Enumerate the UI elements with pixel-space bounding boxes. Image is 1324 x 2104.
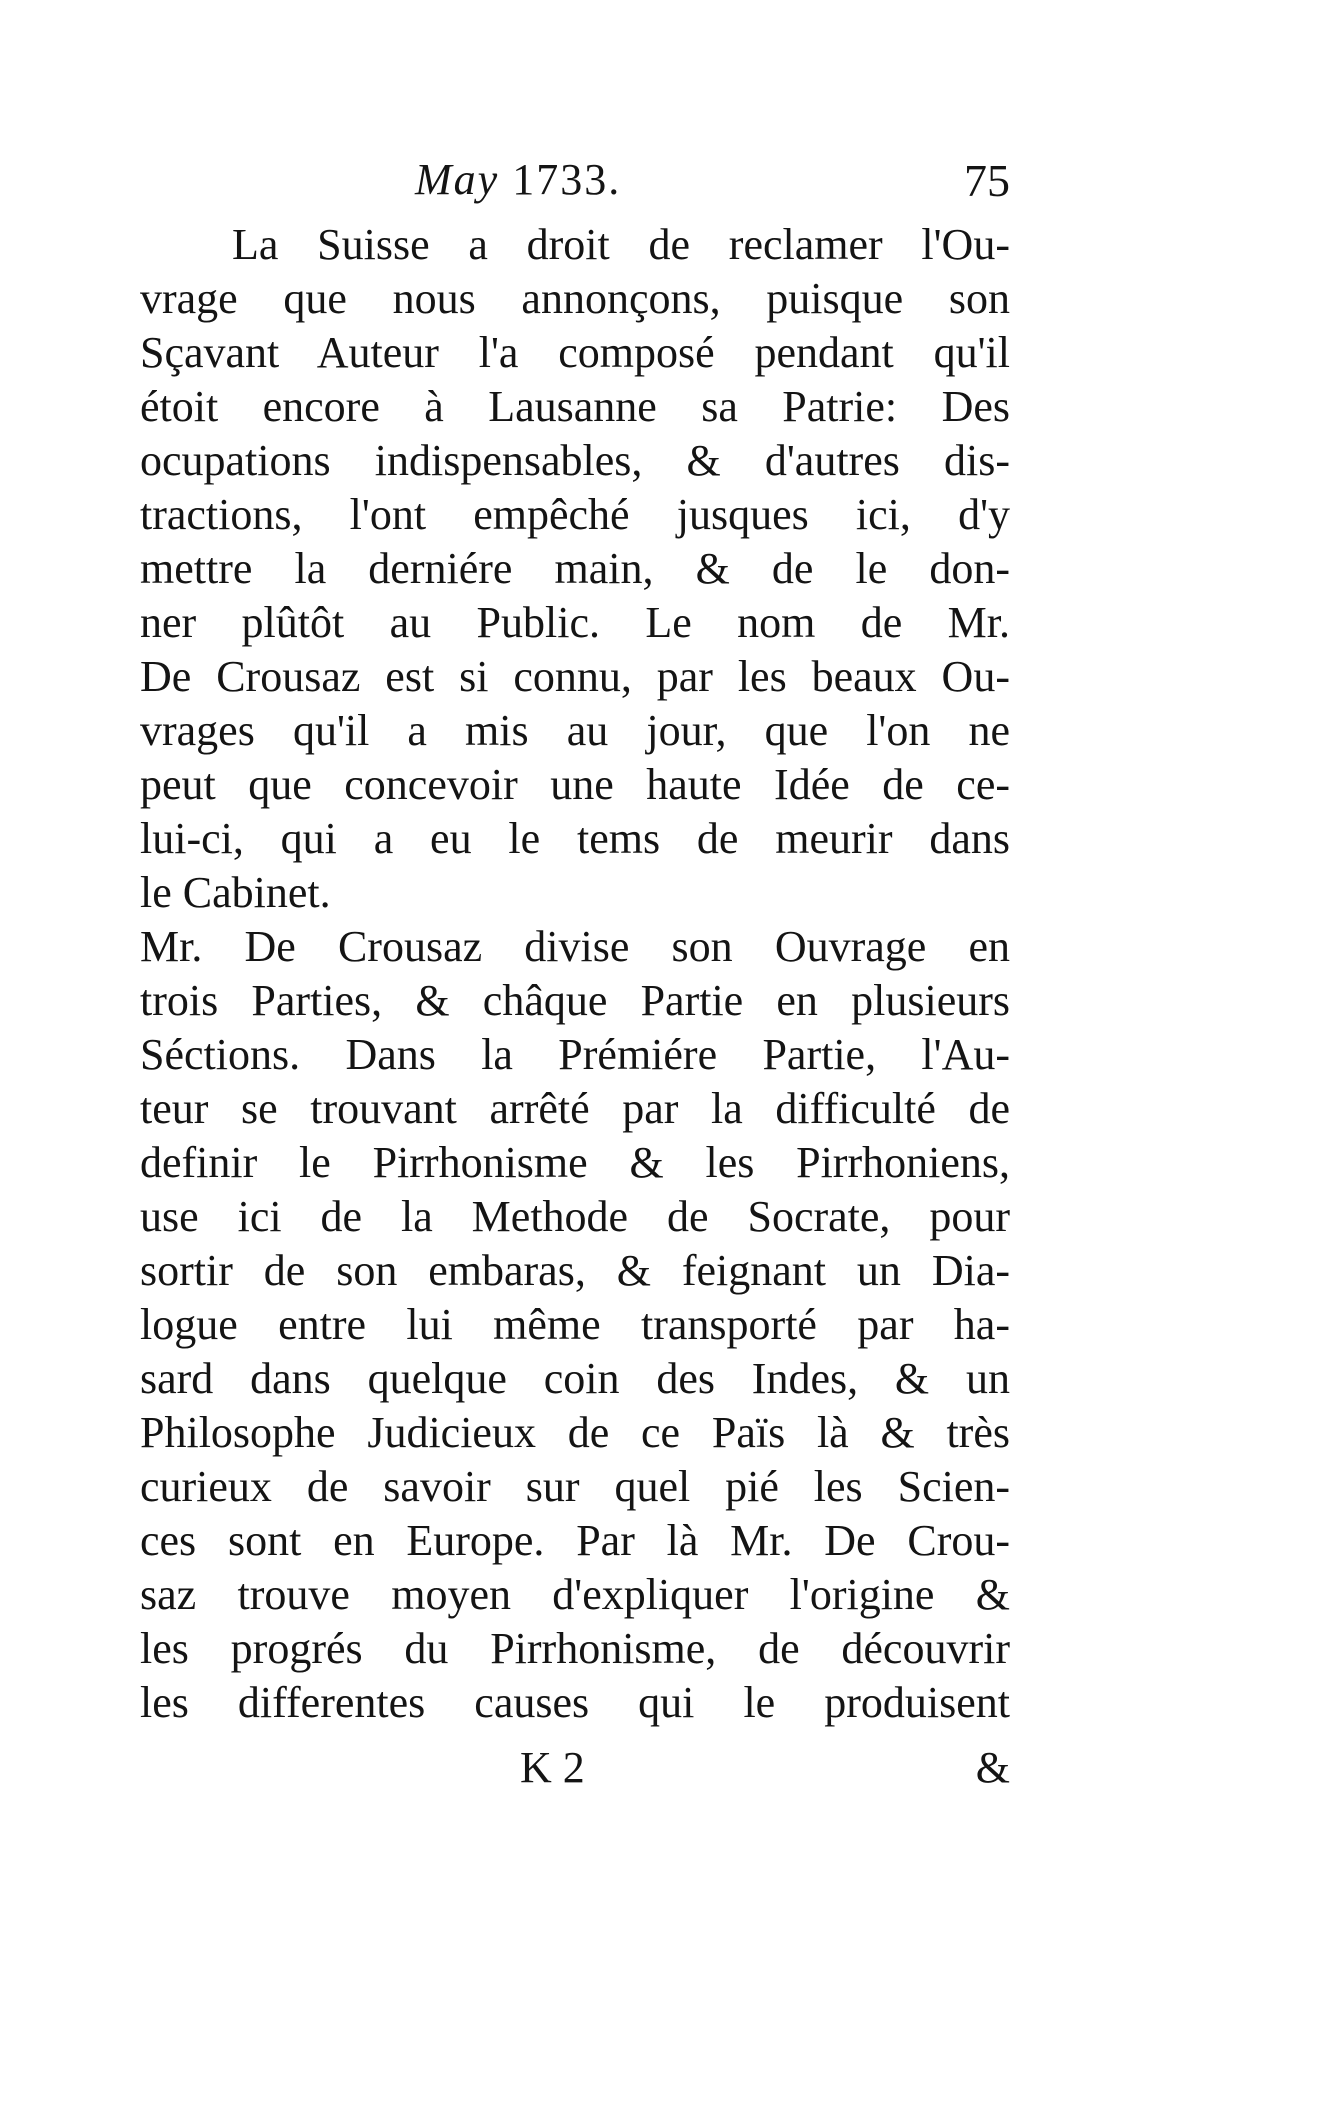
text-line: lui-ci, qui a eu le tems de meurir dans <box>140 814 1010 863</box>
text-line: definir le Pirrhonisme & les Pirrhoniens, <box>140 1138 1010 1187</box>
running-head-month: May <box>415 155 500 204</box>
text-line: sard dans quelque coin des Indes, & un <box>140 1354 1010 1403</box>
text-line: Mr. De Crousaz divise son Ouvrage en <box>140 922 1010 971</box>
text-line: ces sont en Europe. Par là Mr. De Crou- <box>140 1516 1010 1565</box>
body-text <box>140 218 1010 1730</box>
text-line: sortir de son embaras, & feignant un Dia- <box>140 1246 1010 1295</box>
text-line: Philosophe Judicieux de ce Païs là & très <box>140 1408 1010 1457</box>
text-line: les differentes causes qui le produisent <box>140 1678 1010 1727</box>
running-head <box>415 154 621 205</box>
text-line: Sçavant Auteur l'a composé pendant qu'il <box>140 328 1010 377</box>
text-line: étoit encore à Lausanne sa Patrie: Des <box>140 382 1010 431</box>
text-line: le Cabinet. <box>140 868 331 917</box>
text-line: teur se trouvant arrêté par la difficulté de <box>140 1084 1010 1133</box>
text-line: curieux de savoir sur quel pié les Scien- <box>140 1462 1010 1511</box>
running-head-year: 1733. <box>512 155 622 204</box>
text-line: saz trouve moyen d'expliquer l'origine & <box>140 1570 1010 1619</box>
text-line: trois Parties, & châque Partie en plusieurs <box>140 976 1010 1025</box>
text-line: ocupations indispensables, & d'autres dis- <box>140 436 1010 485</box>
text-line: mettre la derniére main, & de le don- <box>140 544 1010 593</box>
catchword: & <box>975 1743 1010 1792</box>
text-line: Séctions. Dans la Prémiére Partie, l'Au- <box>140 1030 1010 1079</box>
signature-mark: K 2 <box>520 1743 585 1792</box>
page-footer <box>140 1742 1010 1802</box>
text-line: logue entre lui même transporté par ha- <box>140 1300 1010 1349</box>
text-line: vrages qu'il a mis au jour, que l'on ne <box>140 706 1010 755</box>
text-line: peut que concevoir une haute Idée de ce- <box>140 760 1010 809</box>
text-line: ner plûtôt au Public. Le nom de Mr. <box>140 598 1010 647</box>
text-line: vrage que nous annonçons, puisque son <box>140 274 1010 323</box>
text-line: tractions, l'ont empêché jusques ici, d'y <box>140 490 1010 539</box>
text-line: les progrés du Pirrhonisme, de découvrir <box>140 1624 1010 1673</box>
text-line: use ici de la Methode de Socrate, pour <box>140 1192 1010 1241</box>
text-line: La Suisse a droit de reclamer l'Ou- <box>232 220 1010 269</box>
page-header <box>140 154 1010 214</box>
page-number: 75 <box>964 155 1010 206</box>
text-line: De Crousaz est si connu, par les beaux Ou- <box>140 652 1010 701</box>
